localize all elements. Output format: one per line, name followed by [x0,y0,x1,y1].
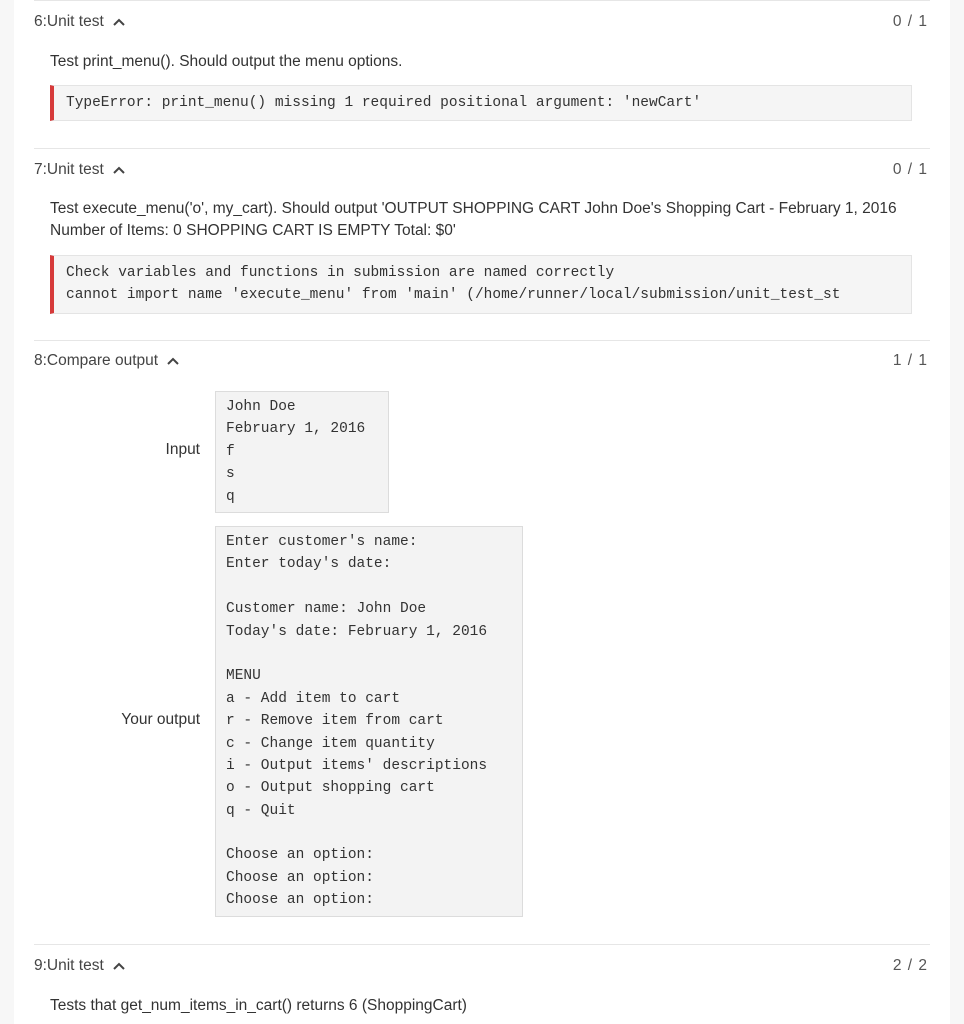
test-6-description: Test print_menu(). Should output the menu options. [50,53,403,70]
divider [34,0,930,1]
chevron-up-icon [166,356,180,366]
chevron-up-icon [112,165,126,175]
input-line: s [226,466,235,483]
test-6-title: 6:Unit test [34,13,104,30]
error-line: Check variables and functions in submission are named correctly [66,265,615,281]
test-7-description [50,198,897,242]
output-line: i - Output items' descriptions [226,757,488,774]
test-9-score: 2 / 2 [892,957,928,974]
input-line: John Doe [226,399,296,415]
output-line: Today's date: February 1, 2016 [226,623,488,640]
test-7-section [34,148,930,304]
chevron-up-icon [112,17,126,27]
output-line: Customer name: John Doe [226,601,427,618]
output-line: Enter customer's name: [226,534,418,550]
test-9-header [34,957,930,979]
output-line: Enter today's date: [226,556,392,573]
test-6-header [34,13,930,35]
test-7-header [34,161,930,183]
test-8-score: 1 / 1 [892,352,928,369]
output-line: a - Add item to cart [226,690,401,707]
test-7-toggle[interactable] [34,161,126,179]
description-line: Test execute_menu('o', my_cart). Should output 'OUTPUT SHOPPING CART John Doe's Shopping Cart - February 1, 2016 [50,200,897,217]
test-6-error-box [50,85,912,121]
output-box [215,526,523,917]
test-8-section [34,340,930,909]
input-box [215,391,389,513]
input-line: f [226,443,235,460]
results-panel [14,0,950,1024]
output-line: Choose an option: [226,892,374,909]
input-line: February 1, 2016 [226,421,366,438]
test-8-title: 8:Compare output [34,352,159,369]
test-9-toggle[interactable] [34,957,126,975]
output-line: q - Quit [226,802,296,819]
test-7-error-box [50,255,912,314]
test-6-toggle[interactable] [34,13,126,31]
output-label: Your output [121,711,200,728]
description-line: Number of Items: 0 SHOPPING CART IS EMPTY Total: $0' [50,222,456,239]
error-line: cannot import name 'execute_menu' from 'main' (/home/runner/local/submission/unit_test_st [66,287,841,304]
input-line: q [226,488,235,505]
output-line: MENU [226,668,261,685]
output-line: r - Remove item from cart [226,713,444,730]
test-9-description: Tests that get_num_items_in_cart() returns 6 (ShoppingCart) [50,997,467,1014]
output-line: o - Output shopping cart [226,780,435,797]
output-line: c - Change item quantity [226,735,435,752]
error-line: TypeError: print_menu() missing 1 required positional argument: 'newCart' [66,95,702,111]
output-line [226,643,512,665]
output-line: Choose an option: [226,847,374,864]
output-line [226,822,512,844]
test-8-header [34,352,930,374]
test-9-title: 9:Unit test [34,957,104,974]
output-line: Choose an option: [226,869,374,886]
test-7-score: 0 / 1 [892,161,928,178]
test-6-section [34,13,930,111]
test-6-score: 0 / 1 [892,13,928,30]
test-7-title: 7:Unit test [34,161,104,178]
test-8-toggle[interactable] [34,352,180,370]
output-line [226,576,512,598]
input-label: Input [165,441,200,458]
test-9-section [34,944,930,1014]
chevron-up-icon [112,961,126,971]
